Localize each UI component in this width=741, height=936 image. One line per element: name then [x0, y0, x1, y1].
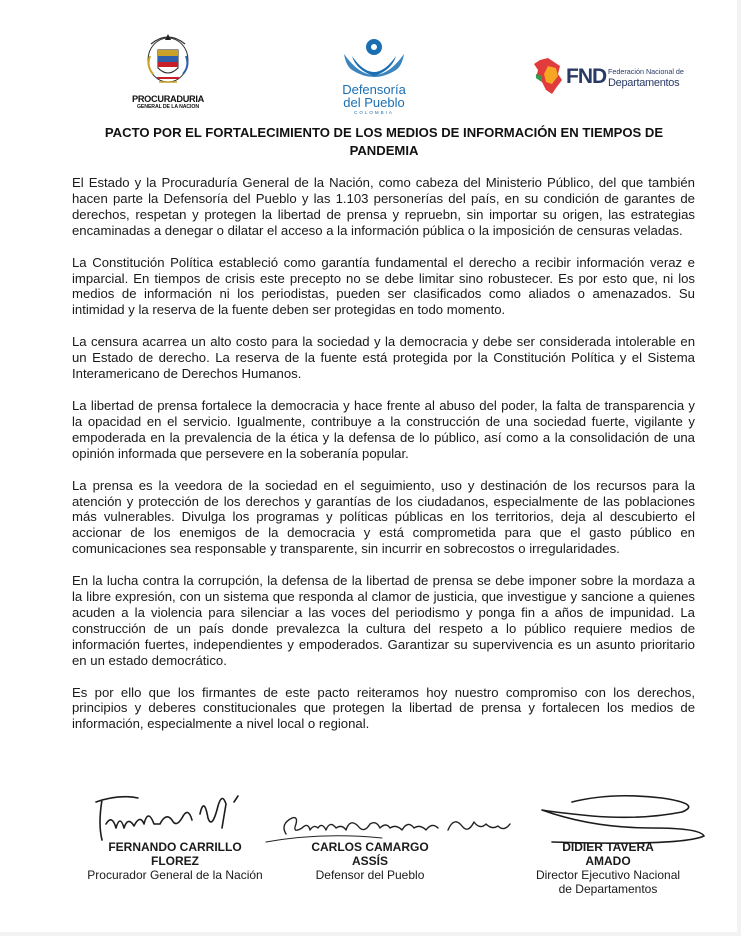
signatory-2-name-line2: ASSÍS — [351, 854, 388, 868]
signatory-3-role-line1: Director Ejecutivo Nacional — [535, 868, 681, 882]
paragraph-6: En la lucha contra la corrupción, la defensa de la libertad de prensa se debe imponer sobre la mordaza a la libre expresión, con un sistema que responda al clamor de justicia, que investigue y sancione a quienes acuden a la violencia para silenciar a las voces del periodismo y ponga fin a años de impunidad. La construcción de un país donde prevalezca la cultura del respeto a lo público requiere medios de información fuertes, independientes y empoderados. Garantizar su supervivencia es un asunto prioritario en un estado democrático. — [72, 573, 695, 668]
defensoria-logo-line1: Defensoría — [342, 82, 406, 97]
document-body — [72, 175, 695, 748]
signatory-2-name-line1: CARLOS CAMARGO — [311, 840, 429, 854]
fnd-logo-line2: Departamentos — [608, 77, 680, 89]
fnd-logo-abbr: FND — [566, 65, 607, 88]
procuraduria-logo — [128, 30, 208, 122]
defensoria-logo-country: COLOMBIA — [354, 110, 394, 115]
defensoria-logo — [326, 36, 422, 120]
paragraph-5: La prensa es la veedora de la sociedad en el seguimiento, uso y destinación de los recursos para la atención y protección de los derechos y garantías de los ciudadanos, especialmente de las poblaciones más vulnerables. Divulga los programas y políticas públicas en los territorios, deja al descubierto el accionar de los enemigos de la democracia y está comprometida para que el gasto público en comunicaciones sea responsable y transparente, sin incurrir en sobrecostos o irregularidades. — [72, 477, 695, 557]
document-title: PACTO POR EL FORTALECIMIENTO DE LOS MEDIOS DE INFORMACIÓN EN TIEMPOS DE PANDEMIA — [104, 125, 664, 158]
signatory-1 — [70, 840, 280, 882]
signatory-3-name-line1: DIDIER TAVERA — [562, 840, 654, 854]
signatory-2-role: Defensor del Pueblo — [315, 868, 425, 882]
procuraduria-logo-name: PROCURADURIA — [132, 94, 204, 104]
fnd-logo-line1: Federación Nacional de — [608, 67, 684, 76]
signatory-1-role: Procurador General de la Nación — [87, 868, 263, 882]
paragraph-2: La Constitución Política estableció como garantía fundamental el derecho a recibir información veraz e imparcial. En tiempos de crisis este precepto no se debe limitar sino robustecer. Es por esto que, ni los medios de información ni los periodistas, pueden ser clasificados como aliados o amenazados. Su intimidad y la reserva de la fuente deben ser protegidas en todo momento. — [72, 254, 695, 318]
signatory-2 — [290, 840, 450, 882]
procuraduria-logo-subtitle: GENERAL DE LA NACION — [137, 104, 199, 110]
colombia-coat-of-arms-icon — [145, 30, 191, 92]
paragraph-3: La censura acarrea un alto costo para la sociedad y la democracia y debe ser considerada intolerable en un Estado de derecho. La reserva de la fuente está protegida por la Constitución Política y el Sistema Interamericano de Derechos Humanos. — [72, 334, 695, 382]
signatory-3 — [508, 840, 708, 896]
signatory-1-name-line1: FERNANDO CARRILLO — [108, 840, 242, 854]
signature-carrillo — [88, 784, 248, 846]
colombia-map-icon — [530, 56, 566, 96]
signatory-1-name-line2: FLOREZ — [151, 854, 199, 868]
defensoria-logo-line2: del Pueblo — [343, 95, 405, 110]
signatory-3-name-line2: AMADO — [585, 854, 631, 868]
paragraph-4: La libertad de prensa fortalece la democracia y hace frente al abuso del poder, la falta de transparencia y la opacidad en el servicio. Igualmente, contribuye a la construcción de una sociedad fuerte, vigilante y empoderada en la prevalencia de la ética y la defensa de lo público, así como a la consolidación de una opinión informada que persevere en la soberanía popular. — [72, 397, 695, 461]
paragraph-7: Es por ello que los firmantes de este pacto reiteramos hoy nuestro compromiso con los derechos, principios y deberes constitucionales que protegen la libertad de prensa y fortalecen los medios de información, especialmente a nivel local o regional. — [72, 684, 695, 732]
paragraph-1: El Estado y la Procuraduría General de la Nación, como cabeza del Ministerio Público, del que también hacen parte la Defensoría del Pueblo y las 1.103 personerías del país, en su condición de garantes de derechos, respetan y protegen la libertad de prensa y repruebn, sin importar su origen, las estrategias encaminadas a denegar o dilatar el acceso a la información pública o la imposición de censuras veladas. — [72, 175, 695, 238]
defensoria-emblem-icon — [342, 36, 406, 82]
fnd-logo — [530, 56, 684, 96]
signatory-3-role-line2: de Departamentos — [558, 882, 658, 896]
